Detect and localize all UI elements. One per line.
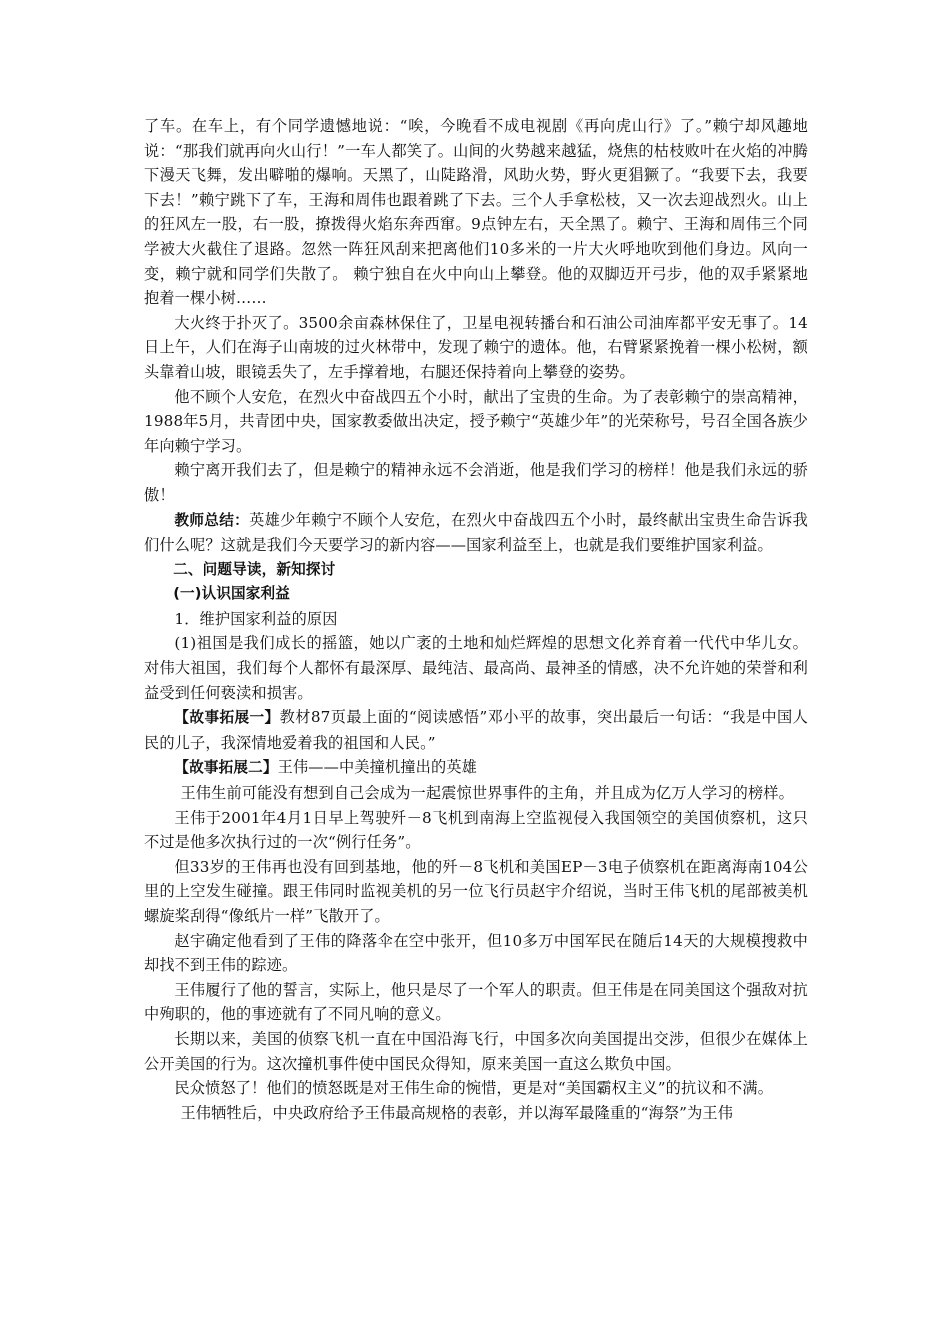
teacher-summary-label: 教师总结：: [174, 511, 250, 529]
paragraph-heroic-honor: 他不顾个人安危，在烈火中奋战四五个小时，献出了宝贵的生命。为了表彰赖宁的崇高精神，1988年5月，共青团中央，国家教委做出决定，授予赖宁“英雄少年”的光荣称号，号召全国各族少年向赖宁学习。: [144, 387, 808, 455]
paragraph-wang-wei-duty: 王伟履行了他的誓言，实际上，他只是尽了一个军人的职责。但王伟是在同美国这个强敌对抗中殉职的，他的事迹就有了不同凡响的意义。: [144, 980, 808, 1024]
paragraph-role-model: 赖宁离开我们去了，但是赖宁的精神永远不会消逝，他是我们学习的榜样！他是我们永远的骄傲！: [144, 461, 808, 504]
section-heading: 二、问题导读，新知探讨: [173, 560, 336, 578]
story-extension-1-label: 【故事拓展一】: [174, 709, 280, 727]
story-extension-2-label: 【故事拓展二】: [174, 759, 278, 777]
paragraph-public-anger: 民众愤怒了！他们的愤怒既是对王伟生命的惋惜，更是对“美国霸权主义”的抗议和不满。: [174, 1079, 774, 1098]
item-heading: 1．维护国家利益的原因: [174, 609, 338, 628]
teacher-summary-text: 英雄少年赖宁不顾个人安危，在烈火中奋战四五个小时，最终献出宝贵生命告诉我们什么呢？这就是我们今天要学习的新内容——国家利益至上，也就是我们要维护国家利益。: [144, 510, 808, 555]
paragraph-us-reconnaissance: 长期以来，美国的侦察飞机一直在中国沿海飞行，中国多次向美国提出交涉，但很少在媒体上公开美国的行为。这次撞机事件使中国民众得知，原来美国一直这么欺负中国。: [144, 1029, 808, 1073]
point-1-paragraph: (1)祖国是我们成长的摇篮，她以广袤的土地和灿烂辉煌的思想文化养育着一代代中华儿女。对伟大祖国，我们每个人都怀有最深厚、最纯洁、最高尚、最神圣的情感，决不允许她的荣誉和利益受到任何亵渎和损害。: [144, 634, 808, 702]
paragraph-lai-ning-fire-story: 了车。在车上，有个同学遗憾地说：“唉，今晚看不成电视剧《再向虎山行》了。”赖宁却风趣地说：“那我们就再向火山行！”一车人都笑了。山间的火势越来越猛，烧焦的枯枝败叶在火焰的冲腾下漫天飞舞，发出噼啪的爆响。天黑了，山陡路滑，风助火势，野火更猖獗了。“我要下去，我要下去！”赖宁跳下了车，王海和周伟也跟着跳了下去。三个人手拿松枝，又一次去迎战烈火。山上的狂风左一股，右一股，撩拨得火焰东奔西窜。9点钟左右，天全黑了。赖宁、王海和周伟三个同学被大火截住了退路。忽然一阵狂风刮来把离他们10多米的一片大火呼地吹到他们身边。风向一变，赖宁就和同学们失散了。 赖宁独自在火中向山上攀登。他的双脚迈开弓步，他的双手紧紧地抱着一棵小树……: [144, 117, 808, 308]
story-extension-2-title: 王伟——中美撞机撞出的英雄: [277, 758, 477, 777]
document-body: [144, 114, 808, 1125]
paragraph-wang-wei-collision: 但33岁的王伟再也没有回到基地，他的歼－8飞机和美国EP－3电子侦察机在距离海南104公里的上空发生碰撞。跟王伟同时监视美机的另一位飞行员赵宇介绍说，当时王伟飞机的尾部被美机螺旋桨刮得“像纸片一样”飞散开了。: [144, 857, 808, 925]
paragraph-fire-extinguished: 大火终于扑灭了。3500余亩森林保住了，卫星电视转播台和石油公司油库都平安无事了。14日上午，人们在海子山南坡的过火林带中，发现了赖宁的遗体。他，右臂紧紧挽着一棵小松树，额头靠着山坡，眼镜丢失了，左手撑着地，右腿还保持着向上攀登的姿势。: [144, 313, 808, 381]
story-extension-2: [144, 755, 808, 781]
story-extension-1-text: 教材87页最上面的“阅读感悟”邓小平的故事，突出最后一句话：“我是中国人民的儿子，我深情地爱着我的祖国和人民。”: [144, 708, 808, 752]
teacher-summary: [144, 508, 808, 558]
paragraph-wang-wei-honor: 王伟牺牲后，中央政府给予王伟最高规格的表彰，并以海军最隆重的“海祭”为王伟: [180, 1103, 734, 1122]
subsection-heading: (一)认识国家利益: [173, 585, 291, 603]
paragraph-wang-wei-mission: 王伟于2001年4月1日早上驾驶歼－8飞机到南海上空监视侵入我国领空的美国侦察机，这只不过是他多次执行过的一次“例行任务”。: [144, 808, 808, 852]
paragraph-wang-wei-intro: 王伟生前可能没有想到自己会成为一起震惊世界事件的主角，并且成为亿万人学习的榜样。: [180, 784, 794, 803]
story-extension-1: [144, 705, 808, 755]
paragraph-search-rescue: 赵宇确定他看到了王伟的降落伞在空中张开，但10多万中国军民在随后14天的大规模搜救中却找不到王伟的踪迹。: [144, 931, 808, 975]
